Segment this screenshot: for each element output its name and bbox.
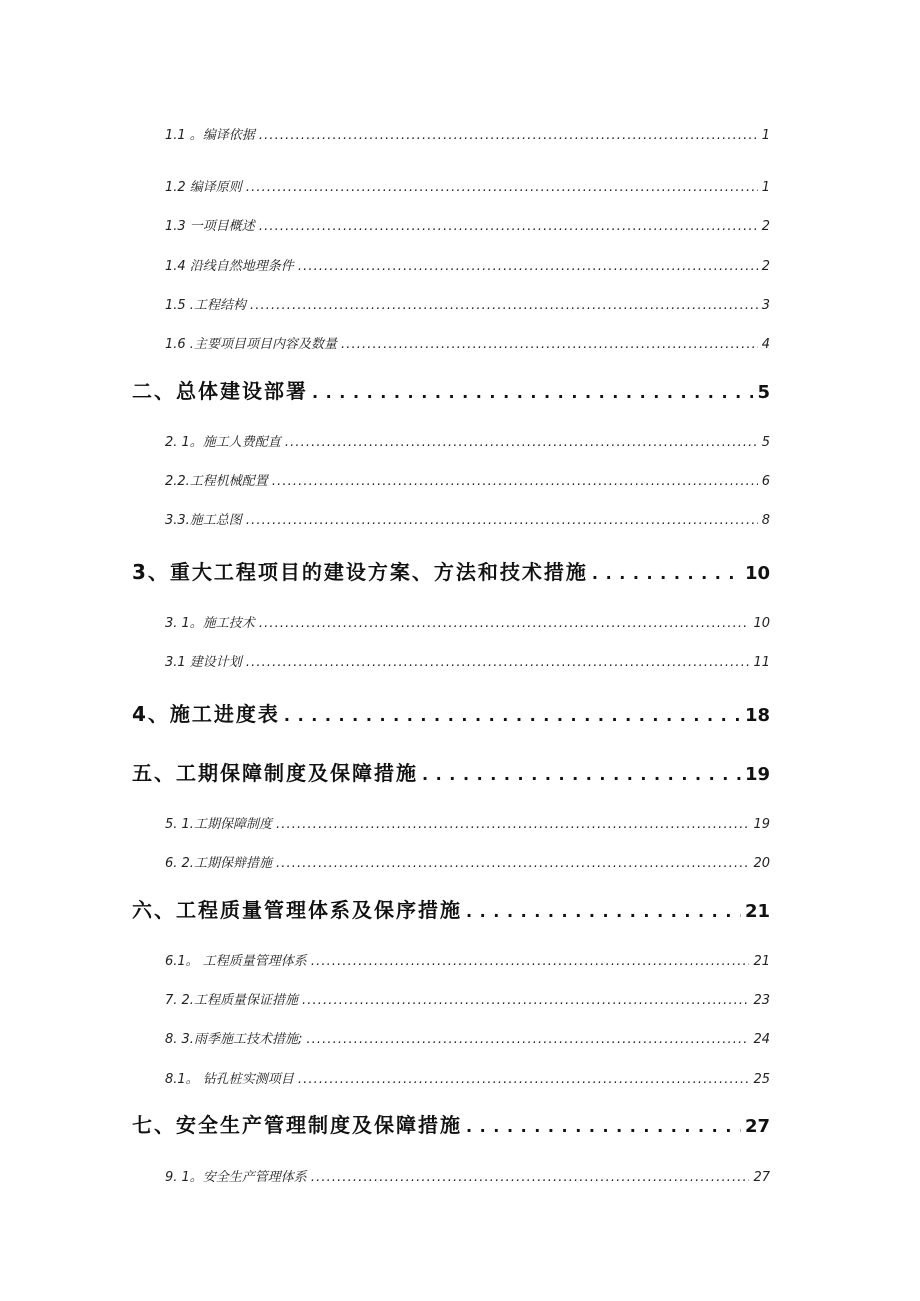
toc-chapter[interactable] [132, 698, 770, 727]
toc-chapter-page: 10 [744, 563, 770, 584]
toc-chapter[interactable] [132, 757, 770, 786]
toc-chapter[interactable] [132, 894, 770, 923]
toc-chapter-page: 21 [744, 901, 770, 922]
toc-entry-label: 8. 3.雨季施工技术措施; [165, 1032, 303, 1047]
toc-chapter[interactable] [132, 1109, 770, 1138]
dot-leader [276, 856, 750, 871]
toc-entry[interactable] [165, 470, 770, 489]
toc-entry-label: 2. 1。施工人费配直 [165, 435, 281, 450]
toc-entry[interactable] [165, 852, 770, 871]
toc-entry[interactable] [165, 294, 770, 313]
dot-leader [422, 765, 741, 784]
dot-leader [246, 180, 758, 195]
toc-entry-page: 25 [753, 1072, 770, 1087]
toc-entry-label: 6. 2.工期保辩措施 [165, 856, 272, 871]
dot-leader [246, 655, 750, 670]
toc-entry-label: 1.2 编译原则 [165, 180, 242, 195]
toc-entry-label: 2.2.工程机械配置 [165, 474, 268, 489]
toc-entry-page: 1 [761, 180, 770, 195]
dot-leader [341, 337, 758, 352]
toc-entry-label: 9. 1。安全生产管理体系 [165, 1170, 307, 1185]
toc-entry[interactable] [165, 651, 770, 670]
toc-chapter-label: 六、工程质量管理体系及保序措施 [132, 898, 462, 922]
toc-chapter-label: 七、安全生产管理制度及保障措施 [132, 1113, 462, 1137]
toc-entry[interactable] [165, 431, 770, 450]
dot-leader [250, 298, 758, 313]
dot-leader [298, 1072, 750, 1087]
toc-chapter-label: 3、重大工程项目的建设方案、方法和技术措施 [132, 560, 588, 584]
toc-entry-page: 27 [753, 1170, 770, 1185]
dot-leader [298, 259, 758, 274]
dot-leader [302, 993, 750, 1008]
toc-chapter[interactable] [132, 556, 770, 585]
toc-entry-page: 11 [753, 655, 770, 670]
toc-entry-label: 6.1。 工程质量管理体系 [165, 954, 307, 969]
toc-entry-page: 1 [761, 128, 770, 143]
toc-entry-label: 3.3.施工总图 [165, 513, 242, 528]
toc-chapter[interactable] [132, 375, 770, 404]
toc-entry-page: 3 [761, 298, 770, 313]
toc-entry-label: 8.1。 钻孔桩实测项目 [165, 1072, 294, 1087]
toc-entry[interactable] [165, 255, 770, 274]
toc-entry[interactable] [165, 989, 770, 1008]
dot-leader [272, 474, 758, 489]
dot-leader [466, 1117, 741, 1136]
toc-entry-page: 20 [753, 856, 770, 871]
toc-chapter-page: 18 [744, 705, 770, 726]
toc-entry-label: 1.5 .工程结构 [165, 298, 246, 313]
toc-entry[interactable] [165, 509, 770, 528]
dot-leader [311, 1170, 750, 1185]
toc-entry[interactable] [165, 813, 770, 832]
toc-chapter-page: 5 [757, 382, 770, 403]
toc-entry-page: 5 [761, 435, 770, 450]
dot-leader [312, 383, 753, 402]
toc-entry-page: 2 [761, 259, 770, 274]
toc-entry-label: 7. 2.工程质量保证措施 [165, 993, 298, 1008]
dot-leader [285, 435, 758, 450]
dot-leader [276, 817, 750, 832]
toc-chapter-page: 19 [744, 764, 770, 785]
dot-leader [466, 902, 741, 921]
toc-entry[interactable] [165, 333, 770, 352]
dot-leader [284, 706, 741, 725]
toc-entry[interactable] [165, 1028, 770, 1047]
toc-entry-page: 21 [753, 954, 770, 969]
dot-leader [259, 128, 758, 143]
toc-entry-label: 1.4 沿线自然地理条件 [165, 259, 294, 274]
toc-entry-page: 4 [761, 337, 770, 352]
toc-entry-label: 3. 1。施工技术 [165, 616, 255, 631]
toc-entry[interactable] [165, 215, 770, 234]
toc-entry-label: 1.1 。编译依据 [165, 128, 255, 143]
toc-entry[interactable] [165, 1166, 770, 1185]
toc-entry-page: 23 [753, 993, 770, 1008]
dot-leader [306, 1032, 749, 1047]
toc-chapter-label: 五、工期保障制度及保障措施 [132, 761, 418, 785]
toc-entry-page: 6 [761, 474, 770, 489]
toc-entry-page: 24 [753, 1032, 770, 1047]
dot-leader [592, 564, 741, 583]
dot-leader [246, 513, 758, 528]
dot-leader [259, 616, 750, 631]
toc-entry[interactable] [165, 612, 770, 631]
toc-entry-label: 1.6 .主要项目项目内容及数量 [165, 337, 337, 352]
toc-entry[interactable] [165, 124, 770, 143]
toc-chapter-page: 27 [744, 1116, 770, 1137]
toc-entry-page: 2 [761, 219, 770, 234]
toc-entry-page: 10 [753, 616, 770, 631]
toc-entry[interactable] [165, 950, 770, 969]
toc-chapter-label: 4、施工进度表 [132, 702, 280, 726]
toc-entry-label: 3.1 建设计划 [165, 655, 242, 670]
toc-entry[interactable] [165, 1068, 770, 1087]
toc-entry-page: 19 [753, 817, 770, 832]
dot-leader [259, 219, 758, 234]
toc-entry-page: 8 [761, 513, 770, 528]
toc-entry-label: 5. 1.工期保障制度 [165, 817, 272, 832]
toc-chapter-label: 二、总体建设部署 [132, 379, 308, 403]
toc-entry-label: 1.3 一项目概述 [165, 219, 255, 234]
dot-leader [311, 954, 750, 969]
toc-entry[interactable] [165, 176, 770, 195]
